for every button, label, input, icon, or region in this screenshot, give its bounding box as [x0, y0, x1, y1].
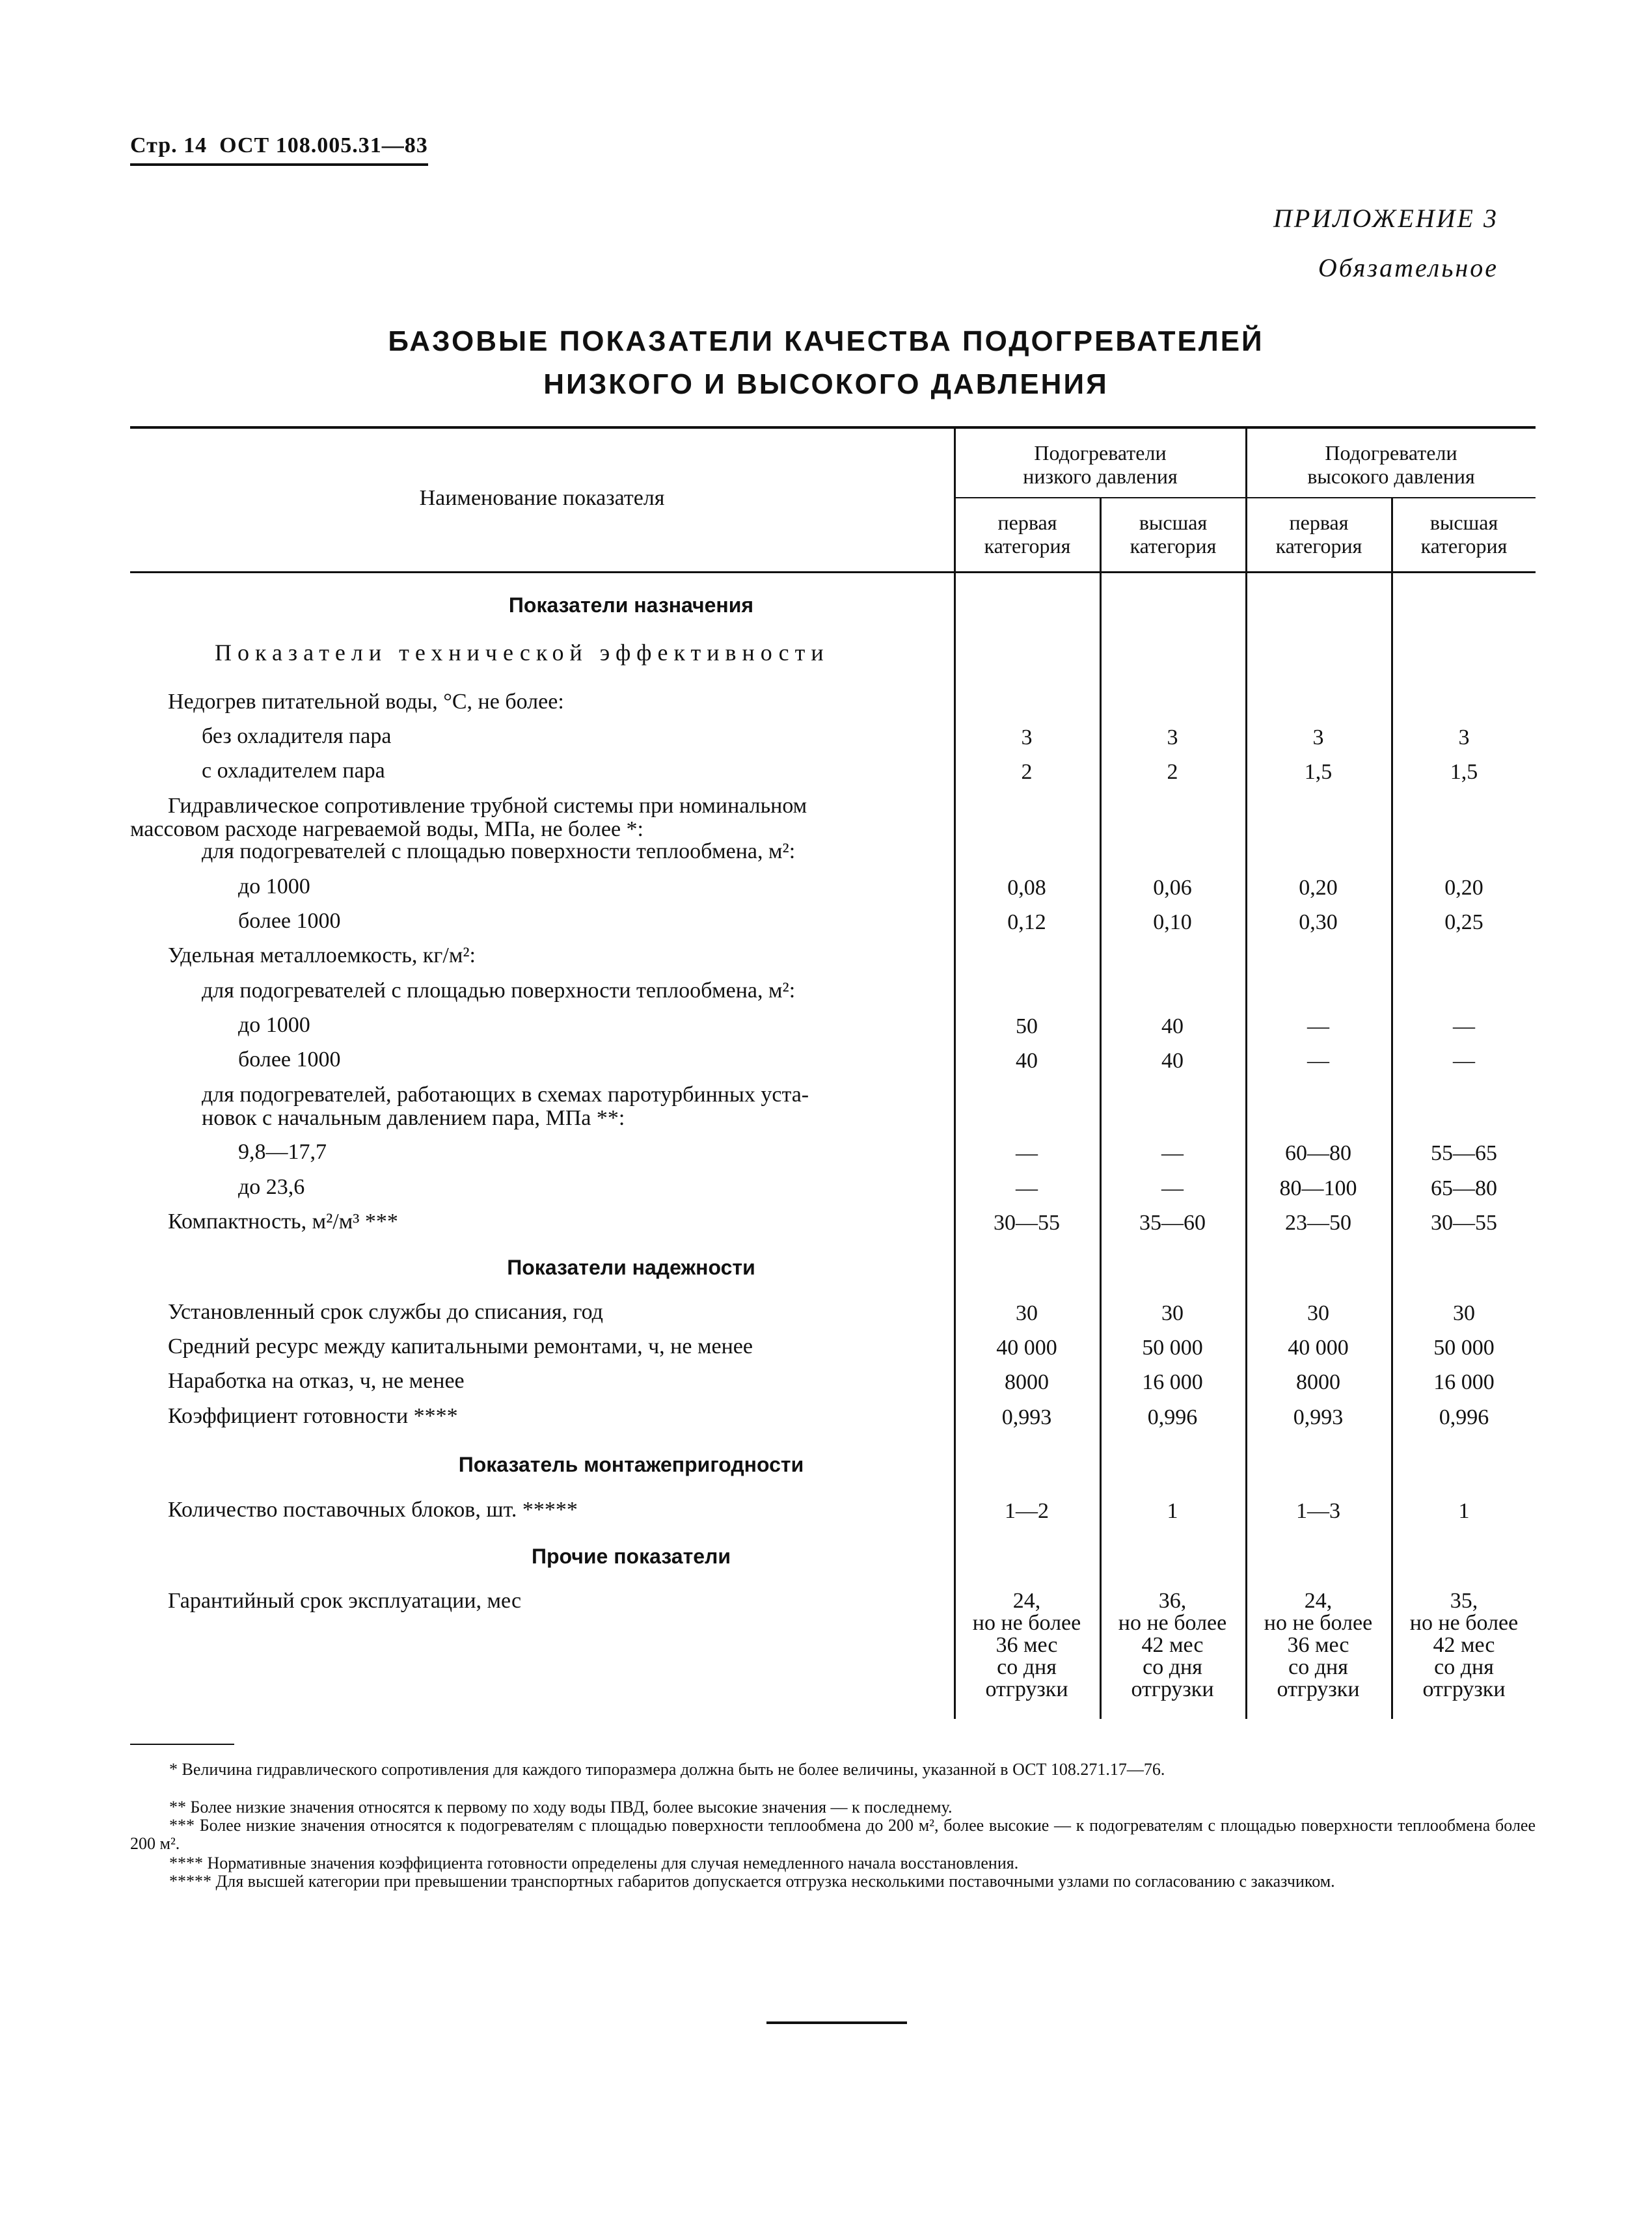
row-label: Удельная металлоемкость, кг/м²:	[168, 943, 476, 967]
cell-value: 40 000	[1288, 1336, 1349, 1360]
sub-header-line: высшая	[1139, 511, 1208, 534]
page-header	[130, 133, 428, 158]
cell-value: 23—50	[1285, 1211, 1351, 1235]
cell-value: 0,10	[1153, 910, 1192, 934]
row-label: более 1000	[238, 909, 341, 933]
cell-value: 65—80	[1431, 1176, 1497, 1200]
group-low-line2: низкого давления	[1023, 465, 1178, 488]
cell-value: 1,5	[1304, 760, 1333, 784]
warranty-line: отгрузки	[1277, 1677, 1360, 1701]
warranty-line: 36 мес	[1287, 1633, 1349, 1657]
cell-value: 1—3	[1296, 1499, 1340, 1523]
footnote: ** Более низкие значения относятся к первому по ходу воды ПВД, более высокие значения — к последнему.	[169, 1798, 953, 1817]
warranty-line: со дня	[1288, 1655, 1348, 1679]
page-end-rule	[766, 2021, 907, 2024]
cell-value: 30—55	[1431, 1211, 1497, 1235]
cell-value: —	[1453, 1014, 1475, 1038]
cell-value: 50 000	[1433, 1336, 1495, 1360]
cell-value: 80—100	[1279, 1176, 1357, 1200]
cell-value: 30	[1453, 1301, 1475, 1325]
warranty-line: 36 мес	[995, 1633, 1058, 1657]
sub-header	[1392, 511, 1536, 558]
cell-value: 0,996	[1147, 1405, 1198, 1429]
warranty-line: 42 мес	[1433, 1633, 1495, 1657]
cell-value: —	[1016, 1176, 1038, 1200]
cell-value: 30	[1307, 1301, 1329, 1325]
row-label: 9,8—17,7	[238, 1140, 327, 1164]
sub-header-line: высшая	[1429, 511, 1498, 534]
cell-value: 35—60	[1139, 1211, 1206, 1235]
warranty-line: 42 мес	[1141, 1633, 1204, 1657]
col-divider	[1391, 498, 1393, 1719]
cell-value: 1	[1458, 1499, 1470, 1523]
sub-header-line: первая	[1289, 511, 1349, 534]
row-label: Гарантийный срок эксплуатации, мес	[168, 1589, 522, 1613]
footnote: **** Нормативные значения коэффициента готовности определены для случая немедленного начала восстановления.	[169, 1854, 1019, 1872]
footnote-rule	[130, 1744, 234, 1745]
sub-header-line: категория	[984, 534, 1071, 558]
warranty-line: 24,	[1304, 1589, 1333, 1613]
sub-header	[1247, 511, 1391, 558]
row-label: Компактность, м²/м³ ***	[168, 1209, 398, 1234]
cell-value: 3	[1021, 725, 1033, 750]
row-label: Установленный срок службы до списания, год	[168, 1300, 603, 1324]
sub-header-line: категория	[1420, 534, 1508, 558]
row-label: новок с начальным давлением пара, МПа **:	[202, 1106, 625, 1130]
warranty-cell	[1101, 1590, 1244, 1701]
sub-header-line: категория	[1275, 534, 1362, 558]
warranty-line: со дня	[997, 1655, 1057, 1679]
standard-code: ОСТ 108.005.31—83	[219, 133, 428, 157]
row-label: Средний ресурс между капитальными ремонтами, ч, не менее	[168, 1334, 753, 1358]
section-reliability: Показатели надежности	[507, 1256, 755, 1279]
row-label: массовом расходе нагреваемой воды, МПа, не более *:	[130, 817, 644, 841]
cell-value: 1—2	[1005, 1499, 1049, 1523]
cell-value: 55—65	[1431, 1141, 1497, 1165]
group-low-line1: Подогреватели	[1034, 441, 1167, 465]
cell-value: 3	[1312, 725, 1324, 750]
group-header-high	[1247, 441, 1536, 488]
row-label: до 1000	[238, 1013, 310, 1037]
warranty-line: 35,	[1450, 1589, 1478, 1613]
row-label: Гидравлическое сопротивление трубной системы при номинальном	[168, 794, 807, 818]
name-header: Наименование показателя	[419, 486, 665, 510]
page-number: Стр. 14	[130, 133, 208, 157]
cell-value: 50 000	[1142, 1336, 1203, 1360]
cell-value: 0,12	[1007, 910, 1046, 934]
cell-value: 0,993	[1001, 1405, 1052, 1429]
cell-value: 3	[1167, 725, 1178, 750]
cell-value: 0,993	[1293, 1405, 1344, 1429]
warranty-cell	[1247, 1590, 1390, 1701]
col-divider	[1100, 498, 1102, 1719]
doc-title-line1: БАЗОВЫЕ ПОКАЗАТЕЛИ КАЧЕСТВА ПОДОГРЕВАТЕЛЕЙ	[388, 325, 1264, 357]
cell-value: 1	[1167, 1499, 1178, 1523]
warranty-line: отгрузки	[1131, 1677, 1214, 1701]
row-label: до 23,6	[238, 1175, 305, 1199]
warranty-line: отгрузки	[1422, 1677, 1506, 1701]
row-label: без охладителя пара	[202, 724, 392, 748]
cell-value: 0,20	[1444, 876, 1483, 900]
warranty-line: со дня	[1143, 1655, 1202, 1679]
row-label: более 1000	[238, 1047, 341, 1072]
cell-value: 0,996	[1439, 1405, 1489, 1429]
cell-value: —	[1453, 1049, 1475, 1073]
section-purpose: Показатели назначения	[508, 593, 754, 617]
sub-header	[955, 511, 1100, 558]
cell-value: 0,30	[1299, 910, 1338, 934]
group-high-line1: Подогреватели	[1325, 441, 1457, 465]
sub-header	[1101, 511, 1245, 558]
section-mounting: Показатель монтажепригодности	[458, 1453, 804, 1476]
cell-value: 8000	[1005, 1370, 1049, 1394]
warranty-line: но не более	[1409, 1611, 1519, 1635]
group-header-low	[955, 441, 1245, 488]
cell-value: 30—55	[994, 1211, 1060, 1235]
row-label: с охладителем пара	[202, 759, 385, 783]
cell-value: 0,20	[1299, 876, 1338, 900]
warranty-cell	[955, 1590, 1098, 1701]
row-label: Количество поставочных блоков, шт. *****	[168, 1498, 578, 1522]
cell-value: —	[1161, 1141, 1184, 1165]
row-label: Коэффициент готовности ****	[168, 1404, 458, 1428]
table-top-rule	[130, 426, 1536, 429]
row-label: Наработка на отказ, ч, не менее	[168, 1369, 465, 1393]
cell-value: 50	[1016, 1014, 1038, 1038]
cell-value: 0,06	[1153, 876, 1192, 900]
header-bottom-rule	[130, 571, 1536, 573]
warranty-line: со дня	[1434, 1655, 1494, 1679]
warranty-line: 36,	[1158, 1589, 1187, 1613]
cell-value: 8000	[1296, 1370, 1340, 1394]
footnote: *** Более низкие значения относятся к подогревателям с площадью поверхности теплообмена до 200 м², более высокие — к подогревателям с площадью поверхности теплообмена более 200 м².	[130, 1816, 1536, 1853]
cell-value: 16 000	[1433, 1370, 1495, 1394]
cell-value: 2	[1167, 760, 1178, 784]
section-other: Прочие показатели	[531, 1545, 731, 1568]
warranty-line: отгрузки	[985, 1677, 1068, 1701]
cell-value: 30	[1161, 1301, 1184, 1325]
row-label: для подогревателей с площадью поверхности теплообмена, м²:	[202, 839, 796, 863]
warranty-cell	[1392, 1590, 1536, 1701]
row-label: для подогревателей, работающих в схемах паротурбинных уста-	[202, 1083, 809, 1107]
warranty-line: но не более	[1264, 1611, 1373, 1635]
cell-value: 40 000	[996, 1336, 1057, 1360]
row-label: Недогрев питательной воды, °С, не более:	[168, 690, 564, 714]
appendix-title: ПРИЛОЖЕНИЕ 3	[1273, 204, 1498, 233]
appendix-subtitle: Обязательное	[1318, 253, 1498, 282]
warranty-line: 24,	[1012, 1589, 1041, 1613]
group-high-line2: высокого давления	[1307, 465, 1475, 488]
cell-value: 3	[1458, 725, 1470, 750]
footnote: * Величина гидравлического сопротивления для каждого типоразмера должна быть не более величины, указанной в ОСТ 108.271.17—76.	[169, 1760, 1165, 1779]
cell-value: 0,08	[1007, 876, 1046, 900]
header-underline	[130, 163, 428, 166]
cell-value: 40	[1161, 1049, 1184, 1073]
cell-value: —	[1307, 1014, 1329, 1038]
cell-value: 30	[1016, 1301, 1038, 1325]
row-label: для подогревателей с площадью поверхности теплообмена, м²:	[202, 979, 796, 1003]
section-tech-efficiency: Показатели технической эффективности	[215, 640, 830, 666]
cell-value: 0,25	[1444, 910, 1483, 934]
warranty-line: но не более	[972, 1611, 1081, 1635]
cell-value: 60—80	[1285, 1141, 1351, 1165]
sub-header-line: первая	[997, 511, 1057, 534]
warranty-line: но не более	[1118, 1611, 1227, 1635]
cell-value: 40	[1016, 1049, 1038, 1073]
cell-value: —	[1307, 1049, 1329, 1073]
doc-title-line2: НИЗКОГО И ВЫСОКОГО ДАВЛЕНИЯ	[543, 368, 1109, 400]
cell-value: 1,5	[1450, 760, 1478, 784]
row-label: до 1000	[238, 874, 310, 898]
cell-value: —	[1016, 1141, 1038, 1165]
sub-header-line: категория	[1130, 534, 1217, 558]
cell-value: 2	[1021, 760, 1033, 784]
cell-value: —	[1161, 1176, 1184, 1200]
cell-value: 16 000	[1142, 1370, 1203, 1394]
footnote: ***** Для высшей категории при превышении транспортных габаритов допускается отгрузка несколькими поставочными узлами по согласованию с заказчиком.	[169, 1872, 1335, 1891]
cell-value: 40	[1161, 1014, 1184, 1038]
